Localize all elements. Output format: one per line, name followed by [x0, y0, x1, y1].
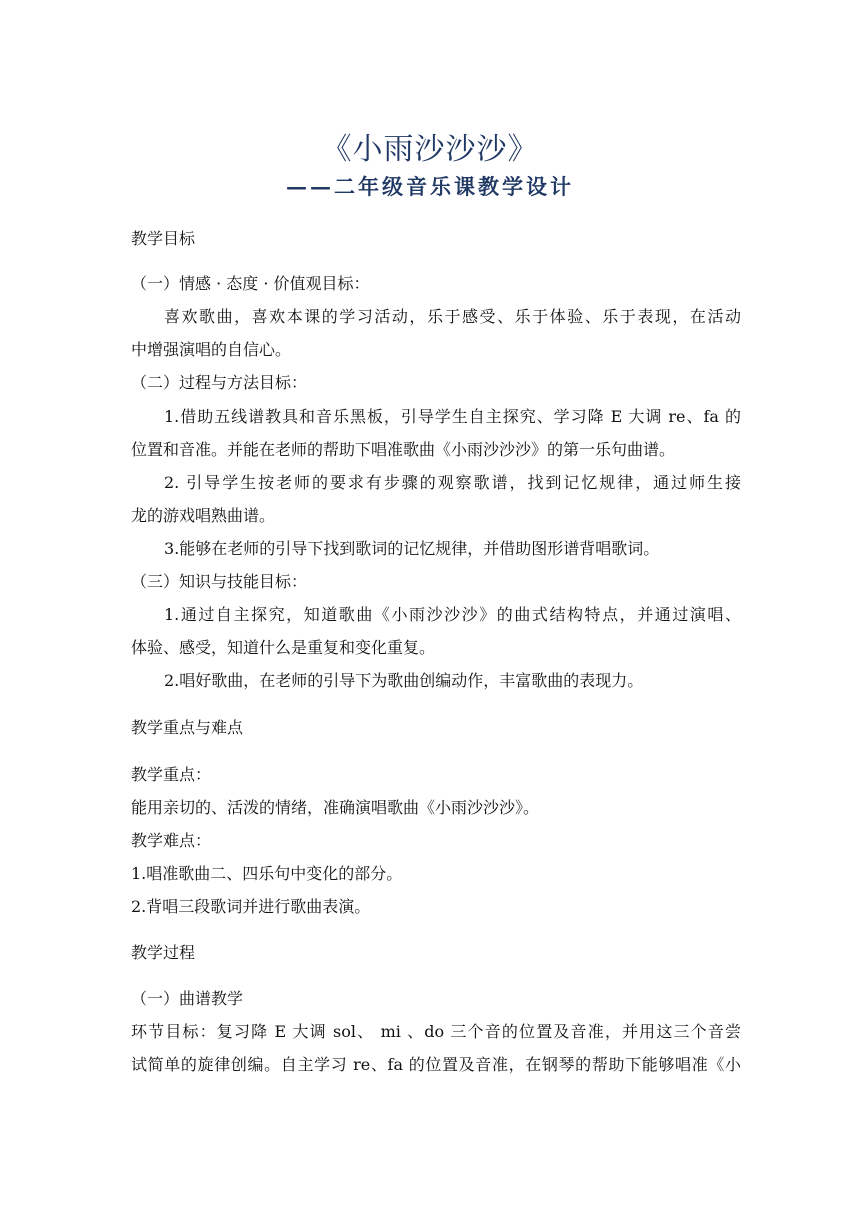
goal-heading-process: （二）过程与方法目标：	[131, 373, 308, 392]
section-heading-teaching-process: 教学过程	[131, 943, 196, 962]
paragraph-line: 2.背唱三段歌词并进行歌曲表演。	[131, 897, 371, 916]
paragraph-line: 2. 引导学生按老师的要求有步骤的观察歌谱，找到记忆规律，通过师生接	[164, 473, 741, 492]
paragraph-line: 中增强演唱的自信心。	[131, 340, 292, 359]
paragraph-line: 体验、感受，知道什么是重复和变化重复。	[131, 638, 436, 657]
paragraph-line: 位置和音准。并能在老师的帮助下唱准歌曲《小雨沙沙沙》的第一乐句曲谱。	[131, 440, 676, 459]
section-heading-key-points: 教学重点与难点	[131, 718, 244, 737]
document-title: 《小雨沙沙沙》	[321, 132, 539, 167]
subheading-key-point: 教学重点：	[131, 765, 212, 784]
section-heading-teaching-goals: 教学目标	[131, 229, 196, 248]
paragraph-line: 能用亲切的、活泼的情绪，准确演唱歌曲《小雨沙沙沙》。	[131, 798, 540, 817]
paragraph-line: 环节目标：复习降 E 大调 sol、 mi 、do 三个音的位置及音准，并用这三个音尝	[131, 1022, 741, 1041]
subheading-score-teaching: （一）曲谱教学	[131, 989, 244, 1008]
goal-heading-emotion: （一）情感 · 态度 · 价值观目标：	[131, 274, 370, 293]
goal-heading-knowledge: （三）知识与技能目标：	[131, 572, 308, 591]
document-subtitle: ——二年级音乐课教学设计	[286, 174, 574, 199]
paragraph-line: 喜欢歌曲，喜欢本课的学习活动，乐于感受、乐于体验、乐于表现，在活动	[164, 307, 741, 326]
paragraph-line: 1.唱准歌曲二、四乐句中变化的部分。	[131, 864, 403, 883]
paragraph-line: 龙的游戏唱熟曲谱。	[131, 506, 276, 525]
subheading-difficulty: 教学难点：	[131, 831, 212, 850]
paragraph-line: 2.唱好歌曲，在老师的引导下为歌曲创编动作，丰富歌曲的表现力。	[164, 671, 644, 690]
paragraph-line: 1.借助五线谱教具和音乐黑板，引导学生自主探究、学习降 E 大调 re、fa 的	[164, 407, 741, 426]
paragraph-line: 1.通过自主探究，知道歌曲《小雨沙沙沙》的曲式结构特点，并通过演唱、	[164, 605, 741, 624]
paragraph-line: 试简单的旋律创编。自主学习 re、fa 的位置及音准，在钢琴的帮助下能够唱准《小	[131, 1055, 741, 1074]
paragraph-line: 3.能够在老师的引导下找到歌词的记忆规律，并借助图形谱背唱歌词。	[164, 539, 660, 558]
